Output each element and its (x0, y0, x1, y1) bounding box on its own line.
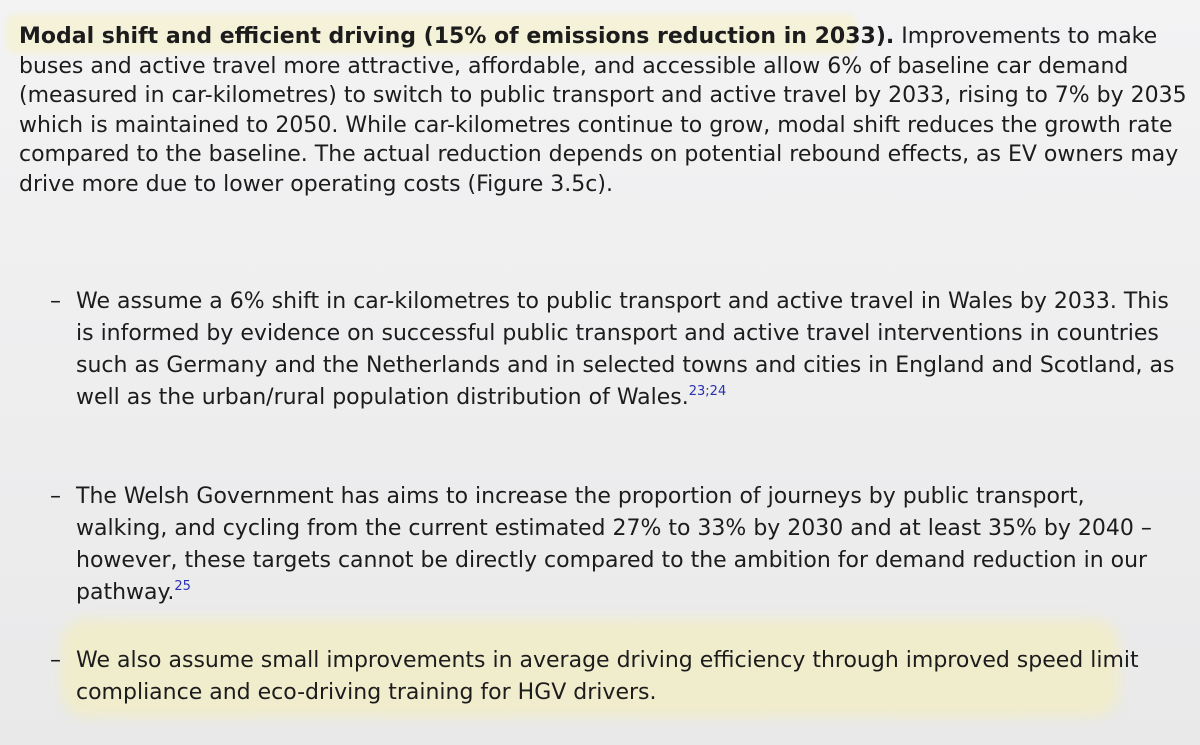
intro-paragraph (19, 22, 1189, 200)
bullet-item-2 (50, 481, 1180, 609)
bullet-dash: – (50, 289, 61, 314)
intro-text: Improvements to make buses and active travel more attractive, affordable, and accessible allow 6% of baseline car demand (measured in car-kilometres) to switch to public transport and active travel by 2033, rising to 7% by 2035 which is maintained to 2050. While car-kilometres continue to grow, modal shift reduces the growth rate compared to the baseline. The actual reduction depends on potential rebound effects, as EV owners may drive more due to lower operating costs (Figure 3.5c). (19, 24, 1187, 197)
footnote-link[interactable]: 25 (174, 579, 191, 594)
section-heading: Modal shift and efficient driving (15% of emissions reduction in 2033). (19, 24, 895, 49)
footnote-link[interactable]: 23;24 (688, 384, 727, 399)
bullet-body: We assume a 6% shift in car-kilometres to public transport and active travel in Wales by 2033. This is informed by evidence on successful public transport and active travel interventions in countries such as Germany and the Netherlands and in selected towns and cities in England and Scotland, as well as the urban/rural population distribution of Wales. (76, 289, 1175, 410)
bullet-dash: – (50, 484, 61, 509)
bullet-item-3 (50, 645, 1180, 709)
bullet-dash: – (50, 648, 61, 673)
bullet-item-1 (50, 286, 1180, 414)
bullet-body: The Welsh Government has aims to increase the proportion of journeys by public transport, walking, and cycling from the current estimated 27% to 33% by 2030 and at least 35% by 2040 – however, these targets cannot be directly compared to the ambition for demand reduction in our pathway. (76, 484, 1152, 605)
bullet-body: We also assume small improvements in average driving efficiency through improved speed limit compliance and eco-driving training for HGV drivers. (76, 648, 1139, 705)
bullet-text (76, 286, 1180, 414)
bullet-text (76, 645, 1180, 709)
bullet-text (76, 481, 1180, 609)
